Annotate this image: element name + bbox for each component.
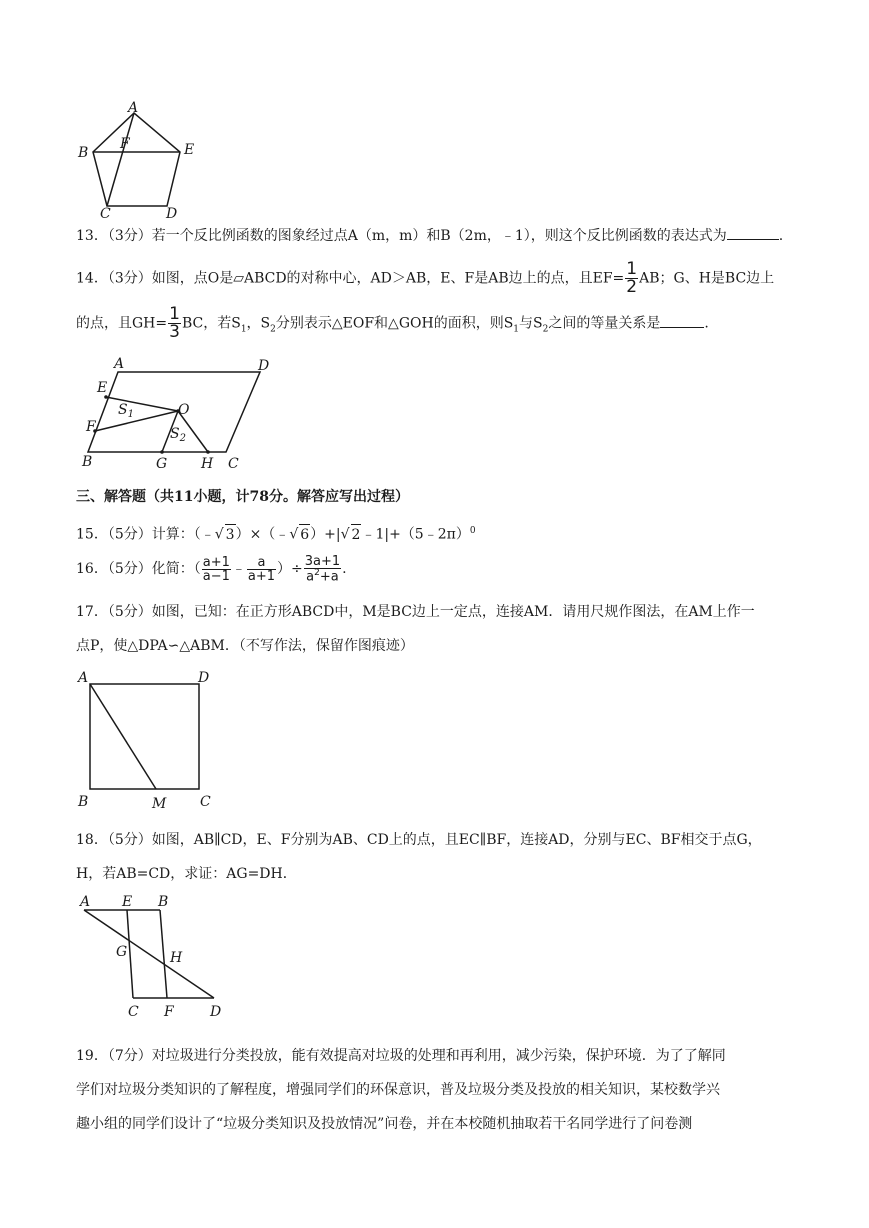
- q15-c: ）+|: [310, 526, 341, 543]
- q14-line2-f: 之间的等量关系是: [548, 315, 661, 332]
- label-G: G: [116, 944, 128, 960]
- fraction-a3: [304, 555, 341, 583]
- pentagon-figure: [74, 100, 204, 220]
- question-19-line1: 19．（7分）对垃圾进行分类投放，能有效提高对垃圾的处理和再利用，减少污染，保护环境．为了了解同: [76, 1048, 726, 1064]
- s2-subscript: 2: [542, 324, 549, 335]
- s2-subscript: 2: [270, 324, 276, 335]
- question-17-line1: 17．（5分）如图，已知：在正方形ABCD中，M是BC边上一定点，连接AM．请用尺规作图法，在AM上作一: [76, 604, 755, 620]
- sqrt-sign-icon: √: [214, 526, 224, 543]
- label-F: F: [120, 136, 130, 152]
- frac-den: [304, 569, 341, 583]
- question-17-line2: 点P，使△DPA∽△ABM．（不写作法，保留作图痕迹）: [76, 638, 414, 654]
- question-19-line3: 趣小组的同学们设计了“垃圾分类知识及投放情况”问卷，并在本校随机抽取若干名同学进行了问卷测: [76, 1116, 693, 1132]
- fraction-one-third: [168, 306, 181, 341]
- label-C: C: [228, 456, 239, 472]
- q16-a: 16．（5分）化简：（: [76, 561, 201, 577]
- q14-line2-d: 分别表示△EOF和△GOH的面积，则S: [275, 315, 514, 332]
- label-C: C: [100, 206, 111, 220]
- label-A: A: [80, 894, 91, 910]
- q14-line2-e: 与S: [519, 315, 543, 332]
- question-14-line1: [76, 261, 774, 296]
- label-E: E: [122, 894, 133, 910]
- label-B: B: [158, 894, 169, 910]
- s1-subscript: 1: [240, 324, 247, 335]
- frac-den: 3: [169, 322, 180, 342]
- exponent-zero: 0: [469, 526, 476, 536]
- q16-b: ）÷: [277, 561, 303, 577]
- label-H: H: [170, 950, 183, 966]
- label-S1: [118, 402, 134, 420]
- q15-a: 15．（5分）计算：（﹣: [76, 526, 215, 543]
- frac-num: a+1: [202, 554, 230, 570]
- label-F: F: [86, 419, 96, 435]
- section-heading: 三、解答题（共11小题，计78分。解答应写出过程）: [76, 489, 409, 505]
- s1-subscript: 1: [513, 324, 520, 335]
- frac-den: 2: [626, 277, 638, 297]
- q14-line2-c: ，S: [246, 315, 271, 332]
- q14-line2-a: 的点，且GH=: [76, 315, 168, 332]
- label-A: A: [128, 100, 139, 116]
- frac-num: 1: [626, 259, 638, 279]
- radicand-6: 6: [299, 524, 310, 545]
- frac-num: 1: [169, 304, 180, 324]
- label-S2: [170, 426, 186, 444]
- fraction-a1: [202, 556, 231, 583]
- label-D: D: [210, 1004, 222, 1020]
- label-B: B: [78, 794, 89, 810]
- parallelogram-figure: [74, 352, 284, 474]
- den-exp: 2: [314, 567, 320, 578]
- fraction-one-half: [625, 261, 638, 296]
- question-18-line2: H，若AB=CD，求证：AG=DH．: [76, 866, 297, 882]
- q16-end: .: [342, 561, 347, 577]
- frac-den: a+1: [247, 568, 276, 584]
- label-O: O: [178, 402, 190, 418]
- label-A: A: [78, 670, 89, 686]
- label-E: E: [97, 380, 108, 396]
- q15-d: ﹣1|+（5﹣2π）: [361, 526, 470, 543]
- label-A: A: [114, 356, 125, 372]
- square-figure: [74, 668, 224, 814]
- den-a: a: [306, 569, 315, 585]
- q13-answer-blank: [727, 227, 779, 240]
- s2-letter: S: [170, 426, 180, 442]
- label-D: D: [258, 358, 270, 374]
- radicand-3: 3: [225, 524, 236, 545]
- q13-end: .: [778, 228, 784, 244]
- fraction-a2: [247, 556, 276, 583]
- q14-line2-b: BC，若S: [181, 315, 241, 332]
- label-B: B: [82, 454, 93, 470]
- label-H: H: [201, 456, 214, 472]
- q16-minus: ﹣: [231, 561, 246, 577]
- q14-end: .: [704, 315, 709, 332]
- question-16: [76, 552, 347, 586]
- s1-sub: 1: [127, 409, 134, 420]
- label-C: C: [200, 794, 211, 810]
- q14-part2: AB；G、H是BC边上: [639, 270, 775, 287]
- label-M: M: [152, 796, 167, 812]
- sqrt-sign-icon: √: [289, 526, 299, 543]
- question-14-line2: [76, 306, 709, 341]
- label-B: B: [78, 145, 89, 161]
- label-E: E: [184, 142, 195, 158]
- label-F: F: [164, 1004, 174, 1020]
- q14-part1: 14．（3分）如图，点O是▱ABCD的对称中心，AD＞AB，E、F是AB边上的点，且EF=: [76, 270, 625, 287]
- question-13: [76, 226, 783, 246]
- question-19-line2: 学们对垃圾分类知识的了解程度，增强同学们的环保意识，普及垃圾分类及投放的相关知识，某校数学兴: [76, 1082, 720, 1098]
- q13-text: 13．（3分）若一个反比例函数的图象经过点A（m，m）和B（2m，﹣1），则这个反比例函数的表达式为: [76, 228, 727, 244]
- question-18-line1: 18．（5分）如图，AB∥CD，E、F分别为AB、CD上的点，且EC∥BF，连接AD，分别与EC、BF相交于点G，: [76, 832, 762, 848]
- q14-answer-blank: [660, 315, 704, 328]
- label-G: G: [156, 456, 168, 472]
- q15-b: ）×（﹣: [235, 526, 290, 543]
- label-D: D: [198, 670, 210, 686]
- s2-sub: 2: [179, 433, 186, 444]
- frac-num: 3a+1: [304, 553, 341, 569]
- frac-den: a−1: [202, 568, 230, 584]
- frac-num: a: [247, 556, 276, 570]
- question-15: [76, 521, 476, 545]
- parallel-lines-figure: [74, 892, 234, 1022]
- label-C: C: [128, 1004, 139, 1020]
- den-tail: +a: [319, 569, 339, 585]
- sqrt-sign-icon: √: [340, 526, 350, 543]
- radicand-2: 2: [351, 524, 362, 545]
- s1-letter: S: [118, 402, 128, 418]
- label-D: D: [166, 206, 178, 220]
